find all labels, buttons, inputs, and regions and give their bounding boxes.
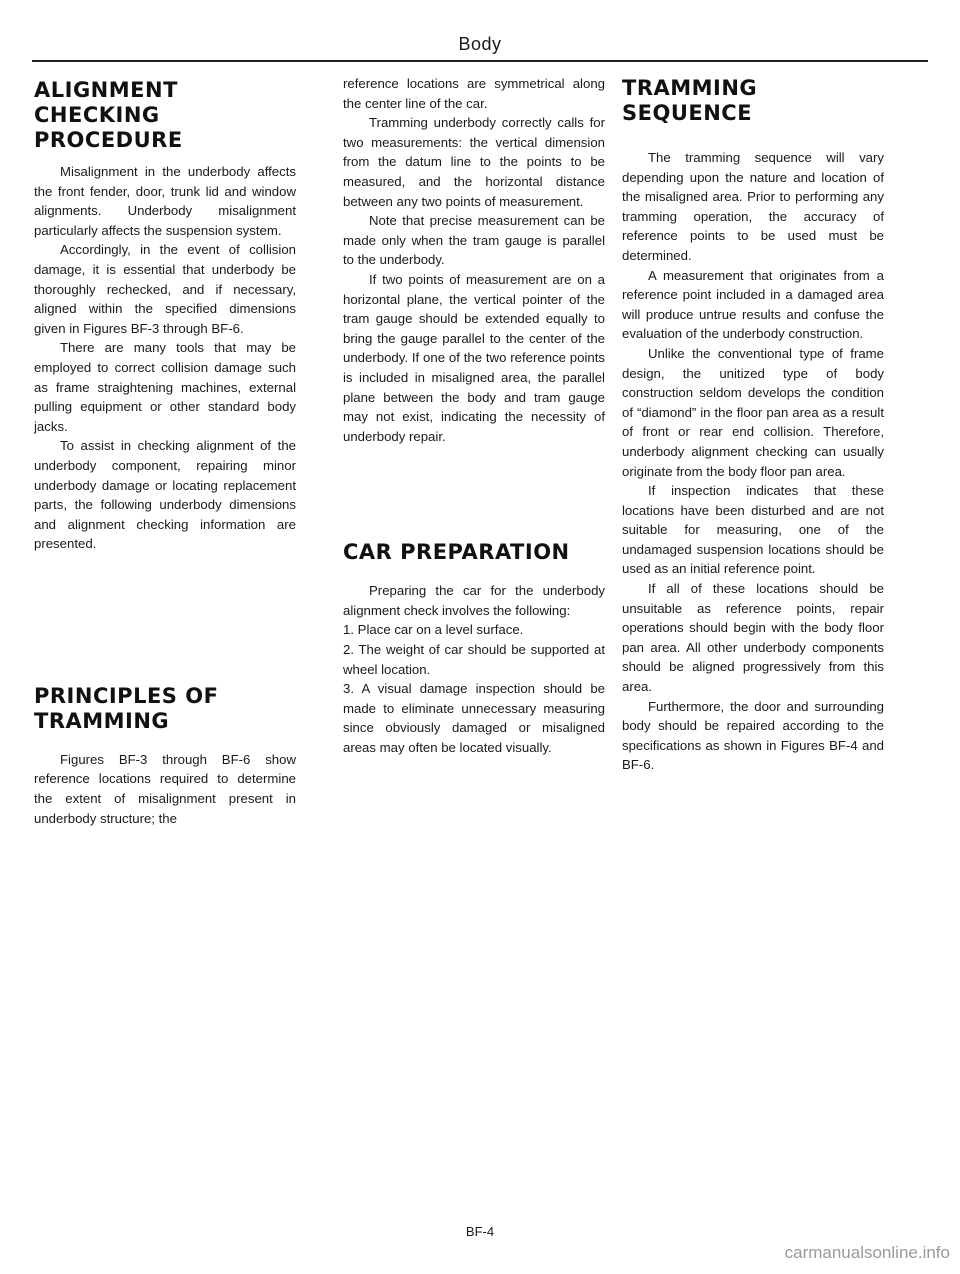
paragraph: Note that precise measurement can be made only when the tram gauge is parallel to the underbody. bbox=[343, 213, 605, 268]
paragraph: A measurement that originates from a reference point included in a damaged area will produce untrue results and confuse the evaluation of the underbody construction. bbox=[622, 267, 884, 342]
list-item: 1. Place car on a level surface. bbox=[343, 622, 524, 638]
paragraph: Preparing the car for the underbody alignment check involves the following: bbox=[343, 583, 605, 618]
section-heading-alignment: ALIGNMENT CHECKING PROCEDURE bbox=[34, 78, 183, 152]
column-right bbox=[622, 74, 884, 775]
section-heading-car-preparation: CAR PREPARATION bbox=[343, 540, 570, 565]
paragraph: If two points of measurement are on a horizontal plane, the vertical pointer of the tram gauge should be extended equally to bring the gauge parallel to the center of the underbody. If one of the two reference points is included in misaligned area, the parallel plane between the body and tram gauge may not exist, indicating the necessity of underbody repair. bbox=[343, 271, 605, 444]
paragraph: Accordingly, in the event of collision damage, it is essential that underbody be thoroughly rechecked, and if necessary, aligned within the specified dimensions given in Figures BF-3 through BF-6. bbox=[34, 242, 296, 336]
section-heading-tramming-principles: PRINCIPLES OF TRAMMING bbox=[34, 683, 219, 733]
section-heading-tramming-sequence: TRAMMING SEQUENCE bbox=[622, 76, 758, 125]
paragraph: There are many tools that may be employed to correct collision damage such as frame straightening machines, external pulling equipment or other standard body jacks. bbox=[34, 340, 296, 434]
list-item: 2. The weight of car should be supported at wheel location. bbox=[343, 642, 605, 677]
paragraph: Tramming underbody correctly calls for two measurements: the vertical dimension from the datum line to the points to be measured, and the horizontal distance between any two points of measurement. bbox=[343, 115, 605, 209]
paragraph: The tramming sequence will vary depending upon the nature and location of the misaligned area. Prior to performing any tramming operation, the accuracy of reference points to be used must be determined. bbox=[622, 150, 884, 263]
paragraph: To assist in checking alignment of the underbody component, repairing minor underbody damage or locating replacement parts, the following underbody dimensions and alignment checking information are presented. bbox=[34, 438, 296, 552]
page-header-title: Body bbox=[458, 34, 502, 54]
page-number: BF-4 bbox=[465, 1224, 495, 1239]
spacer bbox=[343, 446, 605, 540]
paragraph: Furthermore, the door and surrounding body should be repaired according to the specifications as shown in Figures BF-4 and BF-6. bbox=[622, 698, 884, 773]
paragraph: Misalignment in the underbody affects the front fender, door, trunk lid and window alignments. Underbody misalignment particularly affects the suspension system. bbox=[34, 164, 296, 238]
header-divider bbox=[32, 60, 928, 62]
paragraph: Figures BF-3 through BF-6 show reference locations required to determine the extent of misalignment present in underbody structure; the bbox=[34, 751, 296, 826]
spacer bbox=[34, 554, 296, 684]
watermark: carmanualsonline.info bbox=[784, 1243, 950, 1262]
column-middle bbox=[343, 74, 605, 758]
paragraph: reference locations are symmetrical along the center line of the car. bbox=[343, 76, 605, 111]
paragraph: Unlike the conventional type of frame design, the unitized type of body construction seldom develops the condition of “diamond” in the floor pan area as a result of front or rear end collision. Therefore, underbody alignment checking can usually originate from the body floor pan area. bbox=[622, 345, 884, 479]
paragraph: If all of these locations should be unsuitable as reference points, repair operations should begin with the body floor pan area. All other underbody components should be aligned progressively from this area. bbox=[622, 581, 884, 695]
list-item: 3. A visual damage inspection should be made to eliminate unnecessary measuring since obviously damaged or misaligned areas may often be located visually. bbox=[343, 681, 605, 756]
paragraph: If inspection indicates that these locations have been disturbed and are not suitable for measuring, one of the undamaged suspension locations should be used as an initial reference point. bbox=[622, 483, 884, 577]
column-left bbox=[34, 74, 296, 828]
